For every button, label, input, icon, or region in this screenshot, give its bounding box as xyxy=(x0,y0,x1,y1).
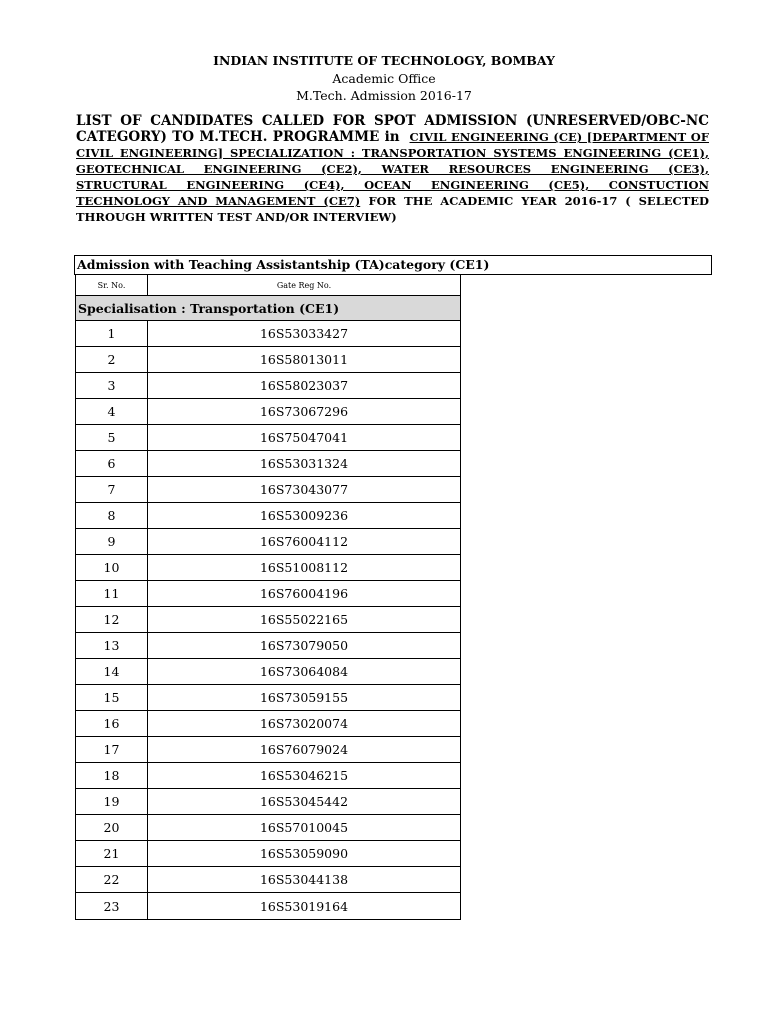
sr-no-cell: 19 xyxy=(76,789,148,815)
document-header xyxy=(0,52,768,105)
gate-reg-no-cell: 16S73043077 xyxy=(148,477,461,503)
sr-no-cell: 4 xyxy=(76,399,148,425)
table-row xyxy=(76,451,461,477)
sr-no-cell: 5 xyxy=(76,425,148,451)
gate-reg-no-cell: 16S76079024 xyxy=(148,737,461,763)
sr-no-cell: 22 xyxy=(76,867,148,893)
table-row xyxy=(76,399,461,425)
sr-no-cell: 6 xyxy=(76,451,148,477)
table-row xyxy=(76,763,461,789)
gate-reg-no-cell: 16S73020074 xyxy=(148,711,461,737)
table-row xyxy=(76,581,461,607)
sr-no-cell: 15 xyxy=(76,685,148,711)
sr-no-cell: 8 xyxy=(76,503,148,529)
table-row xyxy=(76,711,461,737)
gate-reg-no-cell: 16S76004196 xyxy=(148,581,461,607)
gate-reg-no-cell: 16S53009236 xyxy=(148,503,461,529)
sr-no-cell: 1 xyxy=(76,321,148,347)
table-row xyxy=(76,737,461,763)
gate-reg-no-cell: 16S55022165 xyxy=(148,607,461,633)
table-row xyxy=(76,555,461,581)
intro-paragraph xyxy=(76,113,709,225)
sr-no-cell: 16 xyxy=(76,711,148,737)
gate-reg-no-cell: 16S53019164 xyxy=(148,893,461,920)
office-name: Academic Office xyxy=(332,70,436,86)
table-row xyxy=(76,893,461,920)
sr-no-cell: 3 xyxy=(76,373,148,399)
table-row xyxy=(76,633,461,659)
sr-no-cell: 13 xyxy=(76,633,148,659)
intro-lead: LIST OF CANDIDATES CALLED FOR SPOT ADMISSION (UNRESERVED/OBC-NC CATEGORY) TO M.TECH. PROGRAMME in xyxy=(76,113,709,145)
table-row xyxy=(76,685,461,711)
table-row xyxy=(76,815,461,841)
sr-no-cell: 7 xyxy=(76,477,148,503)
table-row xyxy=(76,607,461,633)
sr-no-cell: 23 xyxy=(76,893,148,920)
table-row xyxy=(76,373,461,399)
gate-reg-no-cell: 16S73079050 xyxy=(148,633,461,659)
table-row xyxy=(76,477,461,503)
candidates-table xyxy=(75,274,461,920)
table-row xyxy=(76,789,461,815)
sr-no-cell: 18 xyxy=(76,763,148,789)
gate-reg-no-cell: 16S73067296 xyxy=(148,399,461,425)
intro-tail: FOR THE ACADEMIC YEAR 2016-17 ( SELECTED THROUGH WRITTEN TEST AND/OR INTERVIEW) xyxy=(76,194,709,224)
gate-reg-no-cell: 16S53033427 xyxy=(148,321,461,347)
table-row xyxy=(76,503,461,529)
gate-reg-no-cell: 16S53045442 xyxy=(148,789,461,815)
table-row xyxy=(76,347,461,373)
specialisation-row xyxy=(76,296,461,321)
sr-no-cell: 21 xyxy=(76,841,148,867)
table-row xyxy=(76,529,461,555)
sr-no-cell: 14 xyxy=(76,659,148,685)
institute-name: INDIAN INSTITUTE OF TECHNOLOGY, BOMBAY xyxy=(213,53,555,68)
sr-no-cell: 17 xyxy=(76,737,148,763)
table-row xyxy=(76,841,461,867)
table-row xyxy=(76,425,461,451)
table-row xyxy=(76,867,461,893)
sr-no-cell: 20 xyxy=(76,815,148,841)
gate-reg-no-cell: 16S76004112 xyxy=(148,529,461,555)
sr-no-cell: 9 xyxy=(76,529,148,555)
admission-title: M.Tech. Admission 2016-17 xyxy=(296,88,472,103)
col-header-sr-no: Sr. No. xyxy=(76,275,148,296)
gate-reg-no-cell: 16S53059090 xyxy=(148,841,461,867)
sr-no-cell: 12 xyxy=(76,607,148,633)
gate-reg-no-cell: 16S75047041 xyxy=(148,425,461,451)
ta-category-banner: Admission with Teaching Assistantship (TA)category (CE1) xyxy=(74,255,712,275)
gate-reg-no-cell: 16S53046215 xyxy=(148,763,461,789)
table-header-row xyxy=(76,275,461,296)
sr-no-cell: 10 xyxy=(76,555,148,581)
table-row xyxy=(76,321,461,347)
gate-reg-no-cell: 16S73064084 xyxy=(148,659,461,685)
specialisation-label: Specialisation : Transportation (CE1) xyxy=(76,296,461,321)
gate-reg-no-cell: 16S53044138 xyxy=(148,867,461,893)
gate-reg-no-cell: 16S51008112 xyxy=(148,555,461,581)
sr-no-cell: 2 xyxy=(76,347,148,373)
table-row xyxy=(76,659,461,685)
gate-reg-no-cell: 16S58023037 xyxy=(148,373,461,399)
sr-no-cell: 11 xyxy=(76,581,148,607)
gate-reg-no-cell: 16S57010045 xyxy=(148,815,461,841)
gate-reg-no-cell: 16S73059155 xyxy=(148,685,461,711)
col-header-gate-reg-no: Gate Reg No. xyxy=(148,275,461,296)
department-specializations: CIVIL ENGINEERING (CE) [DEPARTMENT OF CIVIL ENGINEERING] SPECIALIZATION : TRANSPORTATION SYSTEMS ENGINEERING (CE1), GEOTECHNICAL ENGINEERING (CE2), WATER RESOURCES ENGINEERING (CE3), STRUCTURAL ENGINEERING (CE4), OCEAN ENGINEERING (CE5), CONSTUCTION TECHNOLOGY AND MANAGEMENT (CE7) xyxy=(76,130,709,208)
gate-reg-no-cell: 16S53031324 xyxy=(148,451,461,477)
gate-reg-no-cell: 16S58013011 xyxy=(148,347,461,373)
